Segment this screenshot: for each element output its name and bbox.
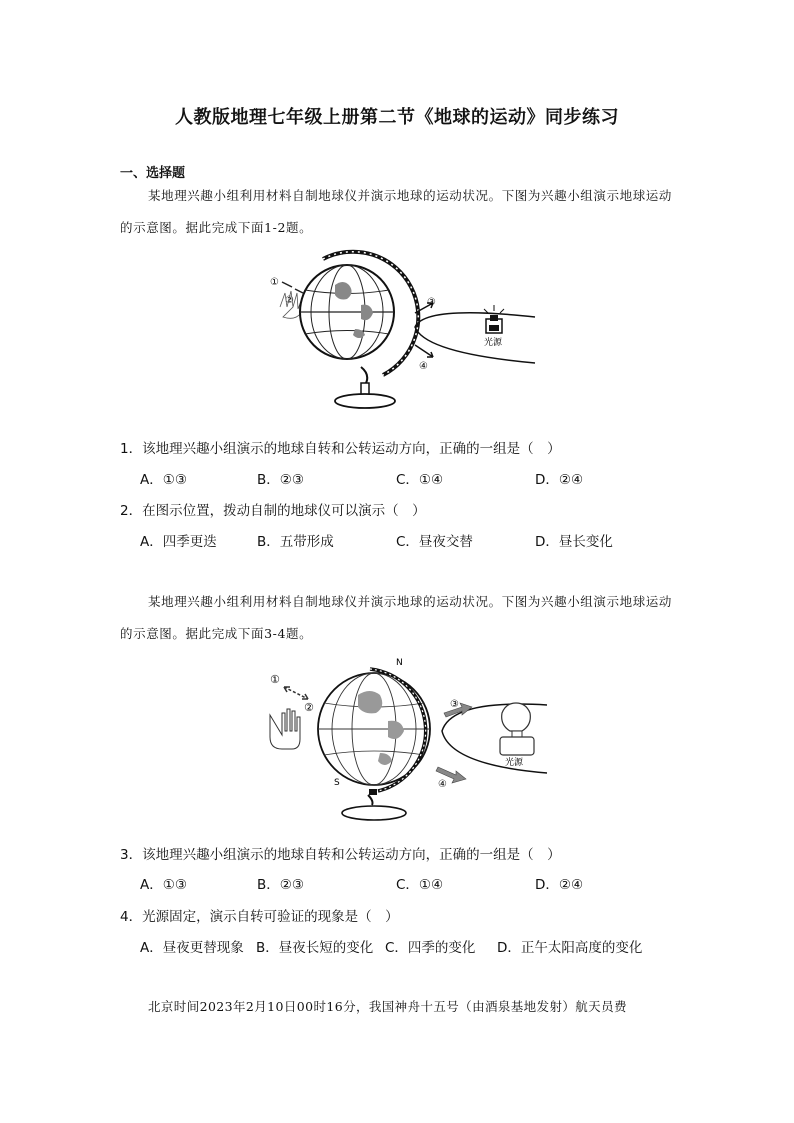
q1-option-b[interactable]: B．②③ [257, 472, 304, 488]
q3-option-d[interactable]: D．②④ [535, 877, 584, 893]
fig2-light-label: 光源 [505, 758, 524, 768]
q3-option-a[interactable]: A．①③ [140, 877, 187, 893]
section-heading: 一、选择题 [120, 166, 186, 181]
fig2-marker-1: ① [270, 673, 280, 686]
fig2-marker-3: ③ [450, 699, 459, 710]
q1-option-c[interactable]: C．①④ [396, 472, 444, 488]
question-4-stem: 4．光源固定，演示自转可验证的现象是（ ） [120, 909, 399, 925]
q2-option-a[interactable]: A．四季更迭 [140, 534, 217, 550]
q4-option-a[interactable]: A．昼夜更替现象 [140, 940, 244, 956]
question-1-stem: 1．该地理兴趣小组演示的地球自转和公转运动方向，正确的一组是（ ） [120, 441, 561, 457]
question-2-stem: 2．在图示位置，拨动自制的地球仪可以演示（ ） [120, 503, 426, 519]
fig1-marker-4: ④ [419, 361, 428, 372]
q3-option-c[interactable]: C．①④ [396, 877, 444, 893]
fig1-globe [300, 252, 418, 408]
fig1-arrow-4-icon [415, 345, 433, 357]
fig2-rotation-arrows-icon [284, 687, 308, 699]
fig2-north-label: N [396, 658, 403, 668]
fig1-light-label: 光源 [484, 338, 503, 348]
fig1-marker-1: ① [270, 277, 279, 288]
fig2-south-label: S [334, 778, 340, 788]
fig1-marker-3: ③ [427, 297, 436, 308]
fig1-light-source-icon [484, 305, 504, 333]
q1-option-a[interactable]: A．①③ [140, 472, 187, 488]
fig2-globe [318, 669, 430, 820]
page-title: 人教版地理七年级上册第二节《地球的运动》同步练习 [175, 107, 619, 128]
q2-option-b[interactable]: B．五带形成 [257, 534, 334, 550]
figure-globe-2 [262, 655, 552, 825]
q1-option-d[interactable]: D．②④ [535, 472, 584, 488]
question-3-stem: 3．该地理兴趣小组演示的地球自转和公转运动方向，正确的一组是（ ） [120, 847, 561, 863]
q2-option-d[interactable]: D．昼长变化 [535, 534, 613, 550]
fig2-light-bulb-icon [500, 703, 534, 755]
figure-globe-1 [265, 245, 545, 420]
fig1-marker-2: ② [285, 295, 294, 306]
q2-option-c[interactable]: C．昼夜交替 [396, 534, 473, 550]
q3-option-b[interactable]: B．②③ [257, 877, 304, 893]
q4-option-c[interactable]: C．四季的变化 [385, 940, 476, 956]
trailing-passage: 北京时间2023年2月10日00时16分，我国神舟十五号（由酒泉基地发射）航天员费 [148, 999, 627, 1014]
group-1-intro: 某地理兴趣小组利用材料自制地球仪并演示地球的运动状况。下图为兴趣小组演示地球运动的示意图。据此完成下面1-2题。 [120, 188, 673, 235]
fig1-rotation-arrows-icon [282, 282, 303, 293]
q4-option-b[interactable]: B．昼夜长短的变化 [256, 940, 374, 956]
fig2-hand-icon [270, 709, 300, 749]
fig2-marker-2: ② [304, 701, 314, 714]
group-2-intro: 某地理兴趣小组利用材料自制地球仪并演示地球的运动状况。下图为兴趣小组演示地球运动的示意图。据此完成下面3-4题。 [120, 594, 673, 641]
fig2-marker-4: ④ [438, 779, 447, 790]
q4-option-d[interactable]: D．正午太阳高度的变化 [497, 940, 643, 956]
